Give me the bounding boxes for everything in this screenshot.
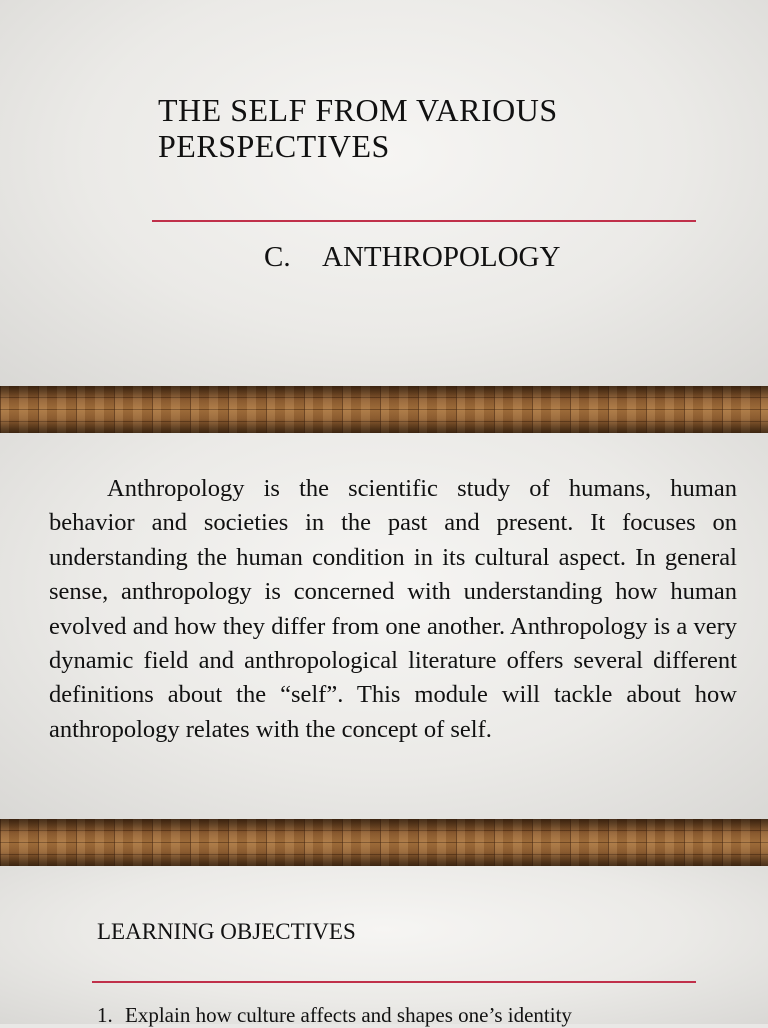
anthropology-paragraph: Anthropology is the scientific study of humans, human behavior and societies in the past and present. It focuses on understanding the human condition in its cultural aspect. In general sense, anthropology is concerned with understanding how human evolved and how they differ from one another. Anthropology is a very dynamic field and anthropological literature offers several different definitions about the “self”. This module will tackle about how anthropology relates with the concept of self. <box>49 475 737 743</box>
subtitle-text: ANTHROPOLOGY <box>322 241 561 273</box>
objective-text: Explain how culture affects and shapes one’s identity <box>125 1003 572 1027</box>
title-divider <box>152 220 696 222</box>
objectives-divider <box>92 981 696 983</box>
objective-item <box>97 1002 737 1028</box>
subtitle-number: C. <box>264 241 291 273</box>
objectives-list <box>97 1002 737 1028</box>
title-slide <box>0 0 768 386</box>
objective-number: 1. <box>97 1003 113 1027</box>
slide-title: THE SELF FROM VARIOUS PERSPECTIVES <box>158 92 558 164</box>
wood-floor-divider <box>0 386 768 433</box>
wood-floor-divider-2 <box>0 819 768 866</box>
objectives-heading: LEARNING OBJECTIVES <box>97 919 356 944</box>
slide-subtitle <box>264 240 560 274</box>
